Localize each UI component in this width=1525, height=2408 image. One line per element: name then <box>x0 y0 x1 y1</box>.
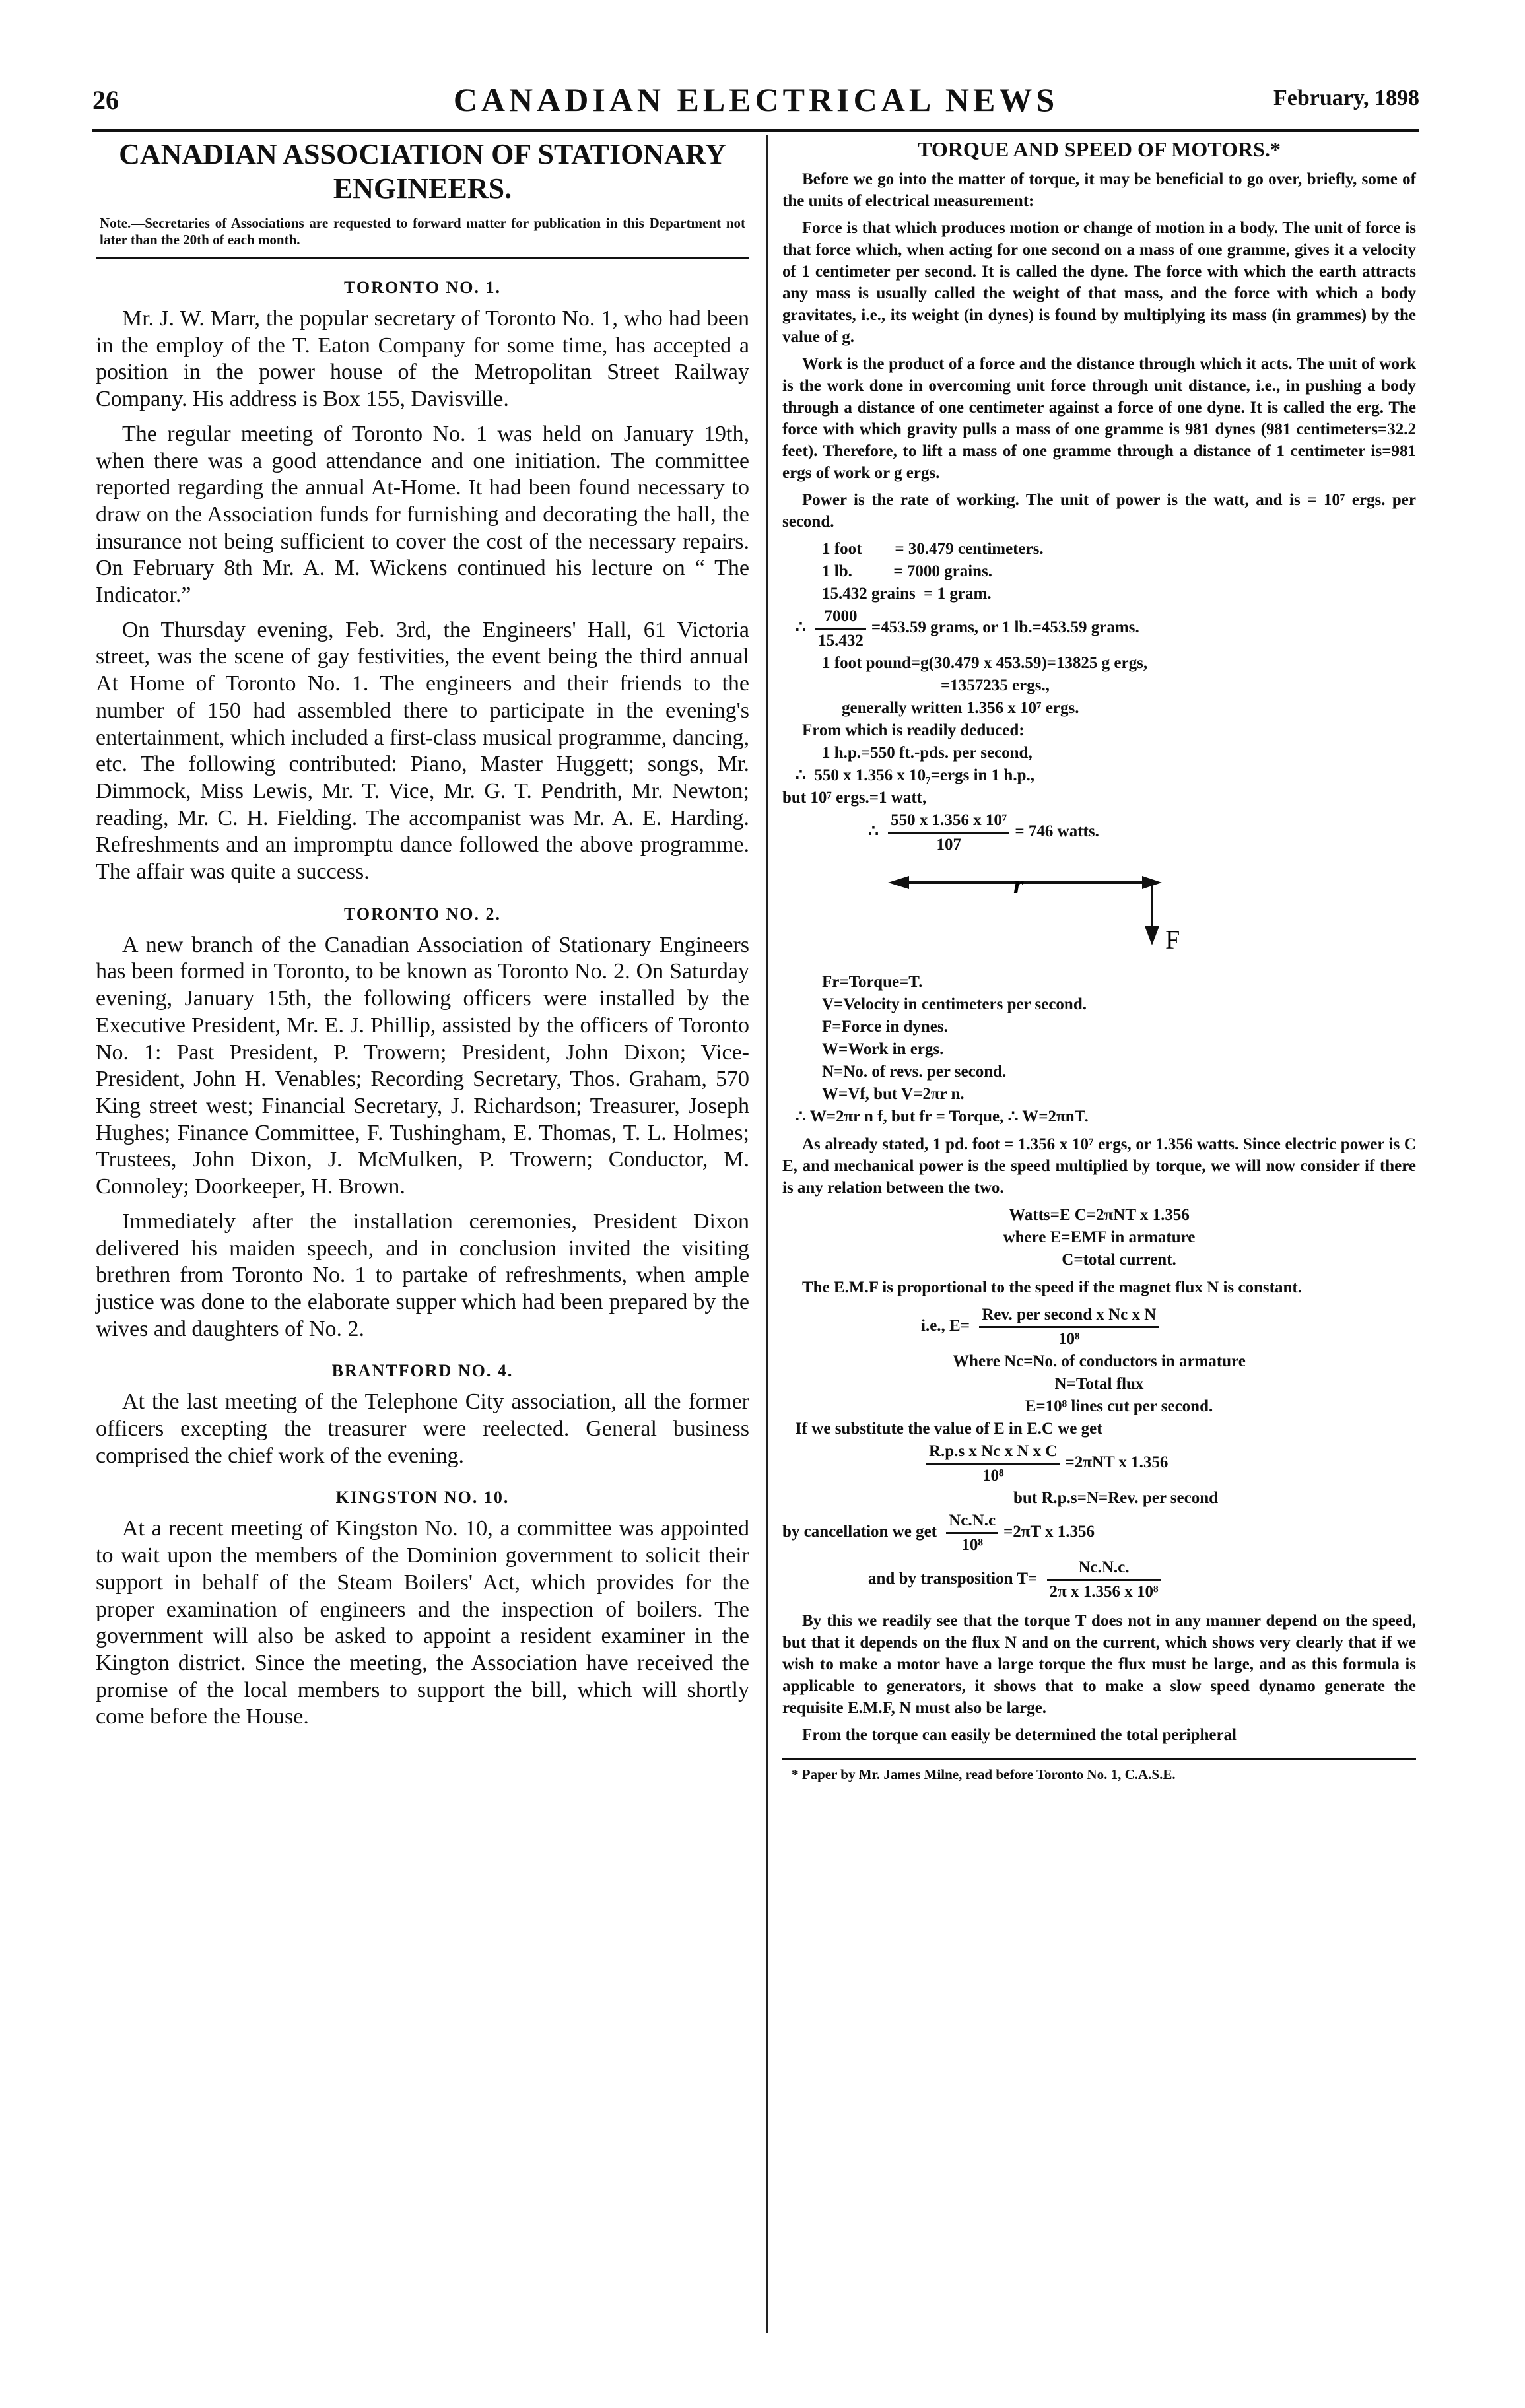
section-heading: BRANTFORD NO. 4. <box>331 1361 514 1381</box>
equation: Where Nc=No. of conductors in armature <box>953 1353 1246 1370</box>
note-rule <box>96 257 749 259</box>
therefore-symbol: ∴ <box>868 822 879 841</box>
fraction: $\frac{7000}{15.432}$ <box>815 605 866 652</box>
paragraph: From the torque can easily be determined the total peripheral <box>802 1726 1237 1744</box>
paragraph: Immediately after the installation ceremonies, President Dixon delivered his maiden speech, and in conclusion invited the visiting brethren from Toronto No. 1 to partake of refreshments, when ample justice was done to the elaborate supper which had been prepared by the wives and daughters of No. 2. <box>96 1209 749 1341</box>
definition: V=Velocity in centimeters per second. <box>822 995 1087 1013</box>
arrowhead-down <box>1145 926 1159 945</box>
equation: =1357235 ergs., <box>941 677 1050 694</box>
editor-note: Note.—Secretaries of Associations are requested to forward matter for publication in this Department not later than the 20th of each month. <box>100 215 745 248</box>
equation: i.e., E= $\frac{\text{Rev. per second x Nc x N}}{\text{10⁸}}$ <box>782 1304 1416 1351</box>
paragraph: Before we go into the matter of torque, it may be beneficial to go over, briefly, some of the units of electrical measurement: <box>782 170 1416 210</box>
left-column <box>96 137 749 1739</box>
section-heading: KINGSTON NO. 10. <box>335 1488 510 1508</box>
equation: Watts=E C=2πNT x 1.356 <box>1009 1206 1190 1224</box>
fraction: $\frac{\text{Rev. per second x Nc x N}}{\text{10⁸}}$ <box>979 1304 1159 1351</box>
paragraph: A new branch of the Canadian Association of Stationary Engineers has been formed in Toronto, to be known as Toronto No. 2. On Saturday evening, January 15th, the following officers were installed by the Executive President, Mr. E. J. Phillip, assisted by the officers of Toronto No. 1: Past President, P. Trowern; President, John Dixon; Vice-President, John H. Venables; Recording Secretary, Thos. Graham, 570 King street west; Financial Secretary, J. Richardson; Treasurer, Joseph Hughes; Finance Committee, F. Tushingham, E. Thomas, T. L. Holmes; Trustees, John Dixon, J. McMulken, P. Trowern; Conductor, M. Connoley; Doorkeeper, H. Brown. <box>96 932 749 1199</box>
paragraph: As already stated, 1 pd. foot = 1.356 x 10⁷ ergs, or 1.356 watts. Since electric power is C E, and mechanical power is the speed multiplied by torque, we will now consider if there is any relation between the two. <box>782 1135 1416 1197</box>
right-column <box>782 137 1416 1783</box>
therefore-symbol: ∴ <box>796 619 806 637</box>
equation: 1 h.p.=550 ft.-pds. per second, <box>822 744 1033 762</box>
equation: If we substitute the value of E in E.C we get <box>796 1420 1102 1438</box>
equation: but 10⁷ ergs.=1 watt, <box>782 789 927 807</box>
article-title-right: TORQUE AND SPEED OF MOTORS.* <box>918 137 1281 161</box>
section-heading: TORONTO NO. 2. <box>344 904 501 923</box>
equation: but R.p.s=N=Rev. per second <box>1013 1489 1219 1507</box>
fraction: $\frac{Nc.N.c.}{\text{2π x 1.356 x 10⁸}}$ <box>1047 1556 1161 1603</box>
paragraph: Power is the rate of working. The unit of power is the watt, and is = 10⁷ ergs. per second. <box>782 491 1416 531</box>
equation: 1 foot pound=g(30.479 x 453.59)=13825 g ergs, <box>822 654 1148 672</box>
paragraph: On Thursday evening, Feb. 3rd, the Engineers' Hall, 61 Victoria street, was the scene of gay festivities, the event being the third annual At Home of Toronto No. 1. The engineers and their friends to the number of 150 had assembled there to participate in the evening's entertainment, which included a first-class musical programme, dancing, etc. The following contributed: Piano, Master Huggett; songs, Mr. Dimmock, Miss Lewis, Mr. T. Vice, Mr. G. T. Pendrith, Mr. Newton; reading, Mr. C. H. Fielding. The accompanist was Mr. A. E. Harding. Refreshments and an impromptu dance followed the above programme. The affair was quite a success. <box>96 617 749 885</box>
issue-date: February, 1898 <box>1273 86 1419 110</box>
torque-diagram-svg <box>782 863 1178 962</box>
equation: ∴ $\frac{7000}{15.432}$ =453.59 grams, or 1 lb.=453.59 grams. <box>782 605 1416 652</box>
paragraph: Work is the product of a force and the distance through which it acts. The unit of work is the work done in overcoming unit force through unit distance, i.e., in pushing a body through a distance of one centimeter against a force of one dyne. It is called the erg. The force with which gravity pulls a mass of one gramme is 981 dynes (981 centimeters=32.2 feet). Therefore, to lift a mass of one gramme through a distance of 1 centimeter is=981 ergs of work or g ergs. <box>782 355 1416 482</box>
paragraph: By this we readily see that the torque T does not in any manner depend on the speed, but that it depends on the flux N and on the current, which shows very clearly that if we wish to make a motor have a large torque the flux must be large, and as this formula is applicable to generators, it shows that to make a slow speed dynamo generate the requisite E.M.F, N must also be large. <box>782 1612 1416 1717</box>
fraction: $\frac{\text{R.p.s x Nc x N x C}}{\text{10⁸}}$ <box>926 1440 1060 1487</box>
paragraph: The regular meeting of Toronto No. 1 was held on January 19th, when there was a good attendance and one initiation. The committee reported regarding the annual At-Home. It had been found necessary to draw on the Association funds for furnishing and decorating the hall, the insurance not being sufficient to cover the cost of the necessary repairs. On February 8th Mr. A. M. Wickens continued his lecture on “ The Indicator.” <box>96 421 749 608</box>
definition: F=Force in dynes. <box>822 1018 948 1036</box>
radius-label: r <box>1013 869 1024 899</box>
running-header <box>92 81 1419 120</box>
equation: by cancellation we get $\frac{Nc.N.c}{\text{10⁸}}$ =2πT x 1.356 <box>782 1510 1416 1556</box>
masthead: CANADIAN ELECTRICAL NEWS <box>453 81 1059 118</box>
equation: generally written 1.356 x 10⁷ ergs. <box>842 699 1079 717</box>
equation: From which is readily deduced: <box>802 721 1025 739</box>
definition: W=Work in ergs. <box>822 1040 944 1058</box>
footnote: * Paper by Mr. James Milne, read before Toronto No. 1, C.A.S.E. <box>792 1766 1176 1782</box>
equation: C=total current. <box>1062 1251 1176 1269</box>
equation: 1 foot = 30.479 centimeters. <box>822 540 1044 558</box>
equation: N=Total flux <box>1054 1375 1144 1393</box>
paragraph: The E.M.F is proportional to the speed if the magnet flux N is constant. <box>802 1279 1302 1296</box>
torque-diagram <box>782 863 1416 962</box>
definition: ∴ W=2πr n f, but fr = Torque, ∴ W=2πnT. <box>796 1108 1089 1125</box>
definition: N=No. of revs. per second. <box>822 1063 1007 1081</box>
definition: W=Vf, but V=2πr n. <box>822 1085 965 1103</box>
column-divider <box>766 135 768 2333</box>
equation: 15.432 grains = 1 gram. <box>822 585 992 603</box>
footnote-rule <box>782 1758 1416 1760</box>
equation: $\frac{\text{R.p.s x Nc x N x C}}{\text{10⁸}}$ =2πNT x 1.356 <box>782 1440 1416 1487</box>
section-heading: TORONTO NO. 1. <box>344 278 501 297</box>
paragraph: At a recent meeting of Kingston No. 10, a committee was appointed to wait upon the members of the Dominion government to solicit their support in behalf of the Steam Boilers' Act, which provides for the proper examination of engineers and the inspection of boilers. The government will also be asked to appoint a resident examiner in the Kington district. Since the meeting, the Association have received the promise of the local members to support the bill, which will shortly come before the House. <box>96 1516 749 1729</box>
paragraph: Mr. J. W. Marr, the popular secretary of Toronto No. 1, who had been in the employ of the T. Eaton Company for some time, has accepted a position in the power house of the Metropolitan Street Railway Company. His address is Box 155, Davisville. <box>96 306 749 412</box>
page-number: 26 <box>92 85 119 115</box>
header-rule <box>92 129 1419 132</box>
definition: Fr=Torque=T. <box>822 973 923 991</box>
paragraph: Force is that which produces motion or change of motion in a body. The unit of force is that force which, when acting for one second on a mass of one gramme, gives it a velocity of 1 centimeter per second. It is called the dyne. The force with which the earth attracts any mass is usually called the weight of that mass, and the force with which a body gravitates, i.e., its weight (in dynes) is found by multiplying its mass (in grammes) by the value of g. <box>782 219 1416 346</box>
equation: E=10⁸ lines cut per second. <box>1025 1397 1213 1415</box>
force-label: F <box>1165 925 1180 954</box>
article-title: CANADIAN ASSOCIATION OF STATIONARY ENGINEERS. <box>119 138 726 205</box>
equation: where E=EMF in armature <box>1003 1228 1196 1246</box>
arrowhead-left <box>888 876 909 889</box>
fraction: $\frac{\text{550 x 1.356 x 10⁷}}{107}$ <box>888 809 1009 856</box>
equation: and by transposition T= $\frac{Nc.N.c.}{\text{2π x 1.356 x 10⁸}}$ <box>782 1556 1416 1603</box>
equation: ∴ $\frac{\text{550 x 1.356 x 10⁷}}{107}$ = 746 watts. <box>782 809 1416 856</box>
paragraph: At the last meeting of the Telephone City association, all the former officers excepting the treasurer were reelected. General business comprised the chief work of the evening. <box>96 1389 749 1468</box>
equation: ∴ 550 x 1.356 x 10₇=ergs in 1 h.p., <box>796 766 1034 784</box>
fraction: $\frac{Nc.N.c}{\text{10⁸}}$ <box>946 1510 998 1556</box>
equation: 1 lb. = 7000 grains. <box>822 562 993 580</box>
